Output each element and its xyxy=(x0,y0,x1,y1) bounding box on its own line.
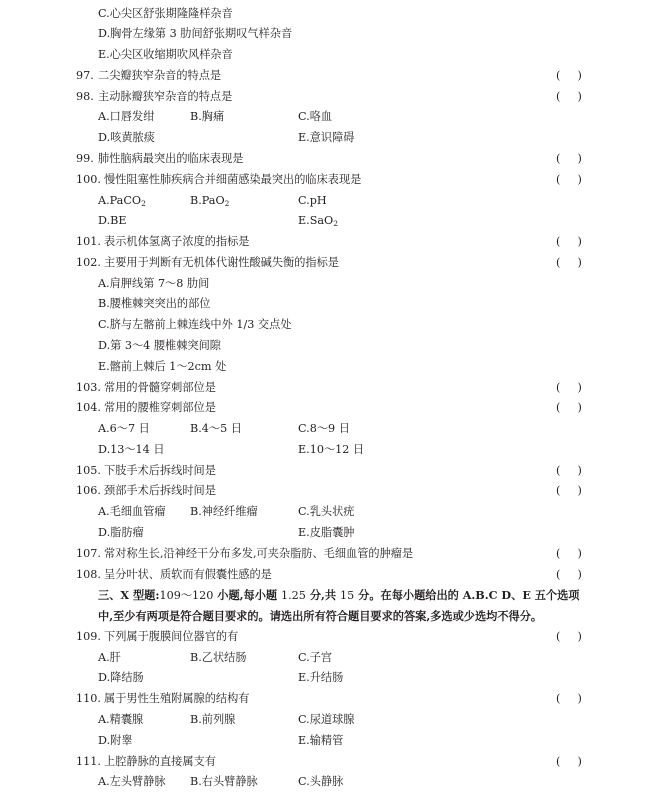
question-number: 102. xyxy=(76,255,101,269)
question-number: 101. xyxy=(76,235,101,249)
option-line xyxy=(0,315,652,336)
section-text-part: 中,至少有两项是符合题目要求的。请选出所有符合题目要求的答案,多选或少选均不得分。 xyxy=(98,609,543,624)
option-label: A.精囊腺 xyxy=(98,713,144,727)
question-line xyxy=(0,461,652,482)
option-label xyxy=(298,191,327,212)
answer-blank: ( ) xyxy=(556,255,585,269)
option-label xyxy=(98,211,127,232)
option-label: B.腰椎棘突突出的部位 xyxy=(98,297,211,311)
option-label: A.肝 xyxy=(98,650,121,664)
option-label: A.毛细血管瘤 xyxy=(98,505,166,519)
question-stem: 属于男性生殖附属腺的结构有 xyxy=(104,692,250,706)
question-number: 105. xyxy=(76,463,101,477)
option-label xyxy=(98,191,146,212)
question-line xyxy=(0,232,652,253)
option-row xyxy=(0,211,652,232)
option-label: C.8～9 日 xyxy=(298,422,350,436)
answer-blank: ( ) xyxy=(556,151,585,165)
section-text-part: 分。在每小题给出的 A.B.C D、E 五个选项 xyxy=(354,588,580,603)
option-label xyxy=(298,211,338,232)
option-label: E.输精管 xyxy=(298,733,344,747)
question-stem: 颈部手术后拆线时间是 xyxy=(104,484,216,498)
option-row xyxy=(0,772,652,793)
section-heading xyxy=(0,606,652,627)
option-label: D.脂肪瘤 xyxy=(98,526,144,539)
section-text-part: 分,共 xyxy=(305,588,340,603)
option-label: D.胸骨左缘第 3 肋间舒张期叹气样杂音 xyxy=(98,27,293,41)
option-label: B.4～5 日 xyxy=(190,422,242,436)
option-label: B.胸痛 xyxy=(190,110,225,124)
question-stem: 表示机体氢离子浓度的指标是 xyxy=(104,235,250,249)
question-stem: 主要用于判断有无机体代谢性酸碱失衡的指标是 xyxy=(104,255,339,269)
option-row xyxy=(0,128,652,149)
option-label: E.10～12 日 xyxy=(298,442,365,456)
option-label: D.第 3～4 腰椎棘突间隙 xyxy=(98,338,221,352)
option-label: E.意识障碍 xyxy=(298,131,355,145)
option-label: C.乳头状疣 xyxy=(298,505,355,519)
question-number: 103. xyxy=(76,380,101,394)
section-text-part: 109～120 xyxy=(159,589,214,603)
answer-blank: ( ) xyxy=(556,692,585,706)
question-number: 111. xyxy=(76,754,101,768)
question-number: 109. xyxy=(76,629,101,643)
section-text-part: 1.25 xyxy=(281,589,306,603)
question-number: 107. xyxy=(76,546,101,560)
section-text-part: 15 xyxy=(339,589,355,603)
option-line xyxy=(0,274,652,295)
question-stem: 二尖瓣狭窄杂音的特点是 xyxy=(98,68,222,82)
question-stem: 常用的骨髓穿刺部位是 xyxy=(104,380,216,394)
option-label: C.咯血 xyxy=(298,110,333,124)
question-number: 106. xyxy=(76,484,101,498)
option-label: A.口唇发绀 xyxy=(98,110,155,124)
answer-blank: ( ) xyxy=(556,68,585,82)
option-label: B.前列腺 xyxy=(190,713,236,727)
answer-blank: ( ) xyxy=(556,567,585,581)
question-number: 104. xyxy=(76,401,101,415)
question-line xyxy=(0,627,652,648)
section-text-part: 三、X 型题: xyxy=(98,588,160,603)
answer-blank: ( ) xyxy=(556,484,585,498)
option-label: D.13～14 日 xyxy=(98,442,165,456)
question-number: 97. xyxy=(76,68,94,82)
question-number: 108. xyxy=(76,567,101,581)
question-stem: 主动脉瓣狭窄杂音的特点是 xyxy=(98,89,233,103)
question-line xyxy=(0,378,652,399)
question-line xyxy=(0,752,652,773)
question-line xyxy=(0,253,652,274)
answer-blank: ( ) xyxy=(556,172,585,186)
question-number: 98. xyxy=(76,89,94,103)
question-number: 99. xyxy=(76,151,94,165)
option-row xyxy=(0,668,652,689)
option-line xyxy=(0,4,652,25)
section-heading xyxy=(0,585,652,606)
answer-blank: ( ) xyxy=(556,235,585,249)
option-subscript: 2 xyxy=(333,219,339,229)
section-text-part: 小题,每小题 xyxy=(213,588,281,603)
option-label: C.脐与左髂前上棘连线中外 1/3 交点处 xyxy=(98,318,292,332)
question-number: 100. xyxy=(76,172,101,186)
option-line xyxy=(0,357,652,378)
option-label: E.心尖区收缩期吹风样杂音 xyxy=(98,48,233,62)
option-text: D.BE xyxy=(98,214,127,228)
option-row xyxy=(0,502,652,523)
option-label: B.乙状结肠 xyxy=(190,650,247,664)
option-row xyxy=(0,191,652,212)
option-label: A.6～7 日 xyxy=(98,422,150,436)
question-line xyxy=(0,689,652,710)
option-row xyxy=(0,648,652,669)
option-text: C.pH xyxy=(298,193,327,207)
question-stem: 常对称生长,沿神经干分布多发,可夹杂脂肪、毛细血管的肿瘤是 xyxy=(104,546,414,560)
option-line xyxy=(0,336,652,357)
question-stem: 上腔静脉的直接属支有 xyxy=(104,754,216,768)
question-line xyxy=(0,565,652,586)
option-label: C.心尖区舒张期隆隆样杂音 xyxy=(98,6,233,20)
option-label xyxy=(190,191,229,212)
answer-blank: ( ) xyxy=(556,629,585,643)
section-instructions xyxy=(98,585,580,607)
question-stem: 慢性阻塞性肺疾病合并细菌感染最突出的临床表现是 xyxy=(104,172,362,186)
option-subscript: 2 xyxy=(224,198,230,208)
option-text: A.PaCO xyxy=(98,193,142,207)
question-number: 110. xyxy=(76,692,101,706)
question-line xyxy=(0,544,652,565)
option-label: D.咳黄脓痰 xyxy=(98,131,155,145)
question-line xyxy=(0,87,652,108)
question-stem: 下列属于腹膜间位器官的有 xyxy=(104,629,239,643)
option-label: A.左头臂静脉 xyxy=(98,775,166,789)
option-label: D.附睾 xyxy=(98,733,133,747)
option-label: D.降结肠 xyxy=(98,671,144,685)
option-row xyxy=(0,107,652,128)
option-text: E.SaO xyxy=(298,214,334,228)
answer-blank: ( ) xyxy=(556,754,585,768)
question-stem: 呈分叶状、质软而有假囊性感的是 xyxy=(104,567,272,581)
question-line xyxy=(0,66,652,87)
option-label: E.髂前上棘后 1～2cm 处 xyxy=(98,359,227,373)
question-stem: 常用的腰椎穿刺部位是 xyxy=(104,401,216,415)
option-label: B.右头臂静脉 xyxy=(190,775,258,789)
answer-blank: ( ) xyxy=(556,463,585,477)
option-label: A.肩胛线第 7～8 肋间 xyxy=(98,276,210,290)
option-row xyxy=(0,731,652,752)
question-line xyxy=(0,170,652,191)
answer-blank: ( ) xyxy=(556,380,585,394)
question-line xyxy=(0,398,652,419)
answer-blank: ( ) xyxy=(556,89,585,103)
option-subscript: 2 xyxy=(141,198,146,208)
option-row xyxy=(0,440,652,461)
answer-blank: ( ) xyxy=(556,401,585,415)
option-row xyxy=(0,419,652,440)
answer-blank: ( ) xyxy=(556,546,585,560)
option-label: C.子宫 xyxy=(298,650,333,664)
question-line xyxy=(0,481,652,502)
question-line xyxy=(0,149,652,170)
option-label: C.头静脉 xyxy=(298,775,344,789)
option-line xyxy=(0,45,652,66)
question-stem: 肺性脑病最突出的临床表现是 xyxy=(98,151,244,165)
option-row xyxy=(0,710,652,731)
option-line xyxy=(0,294,652,315)
option-line xyxy=(0,24,652,45)
option-text: B.PaO xyxy=(190,193,225,207)
option-row xyxy=(0,523,652,544)
option-label: E.升结肠 xyxy=(298,671,344,685)
question-stem: 下肢手术后拆线时间是 xyxy=(104,463,216,477)
option-label: E.皮脂囊肿 xyxy=(298,526,355,539)
option-label: B.神经纤维瘤 xyxy=(190,505,258,519)
section-instructions xyxy=(98,606,542,627)
option-label: C.尿道球腺 xyxy=(298,713,355,727)
